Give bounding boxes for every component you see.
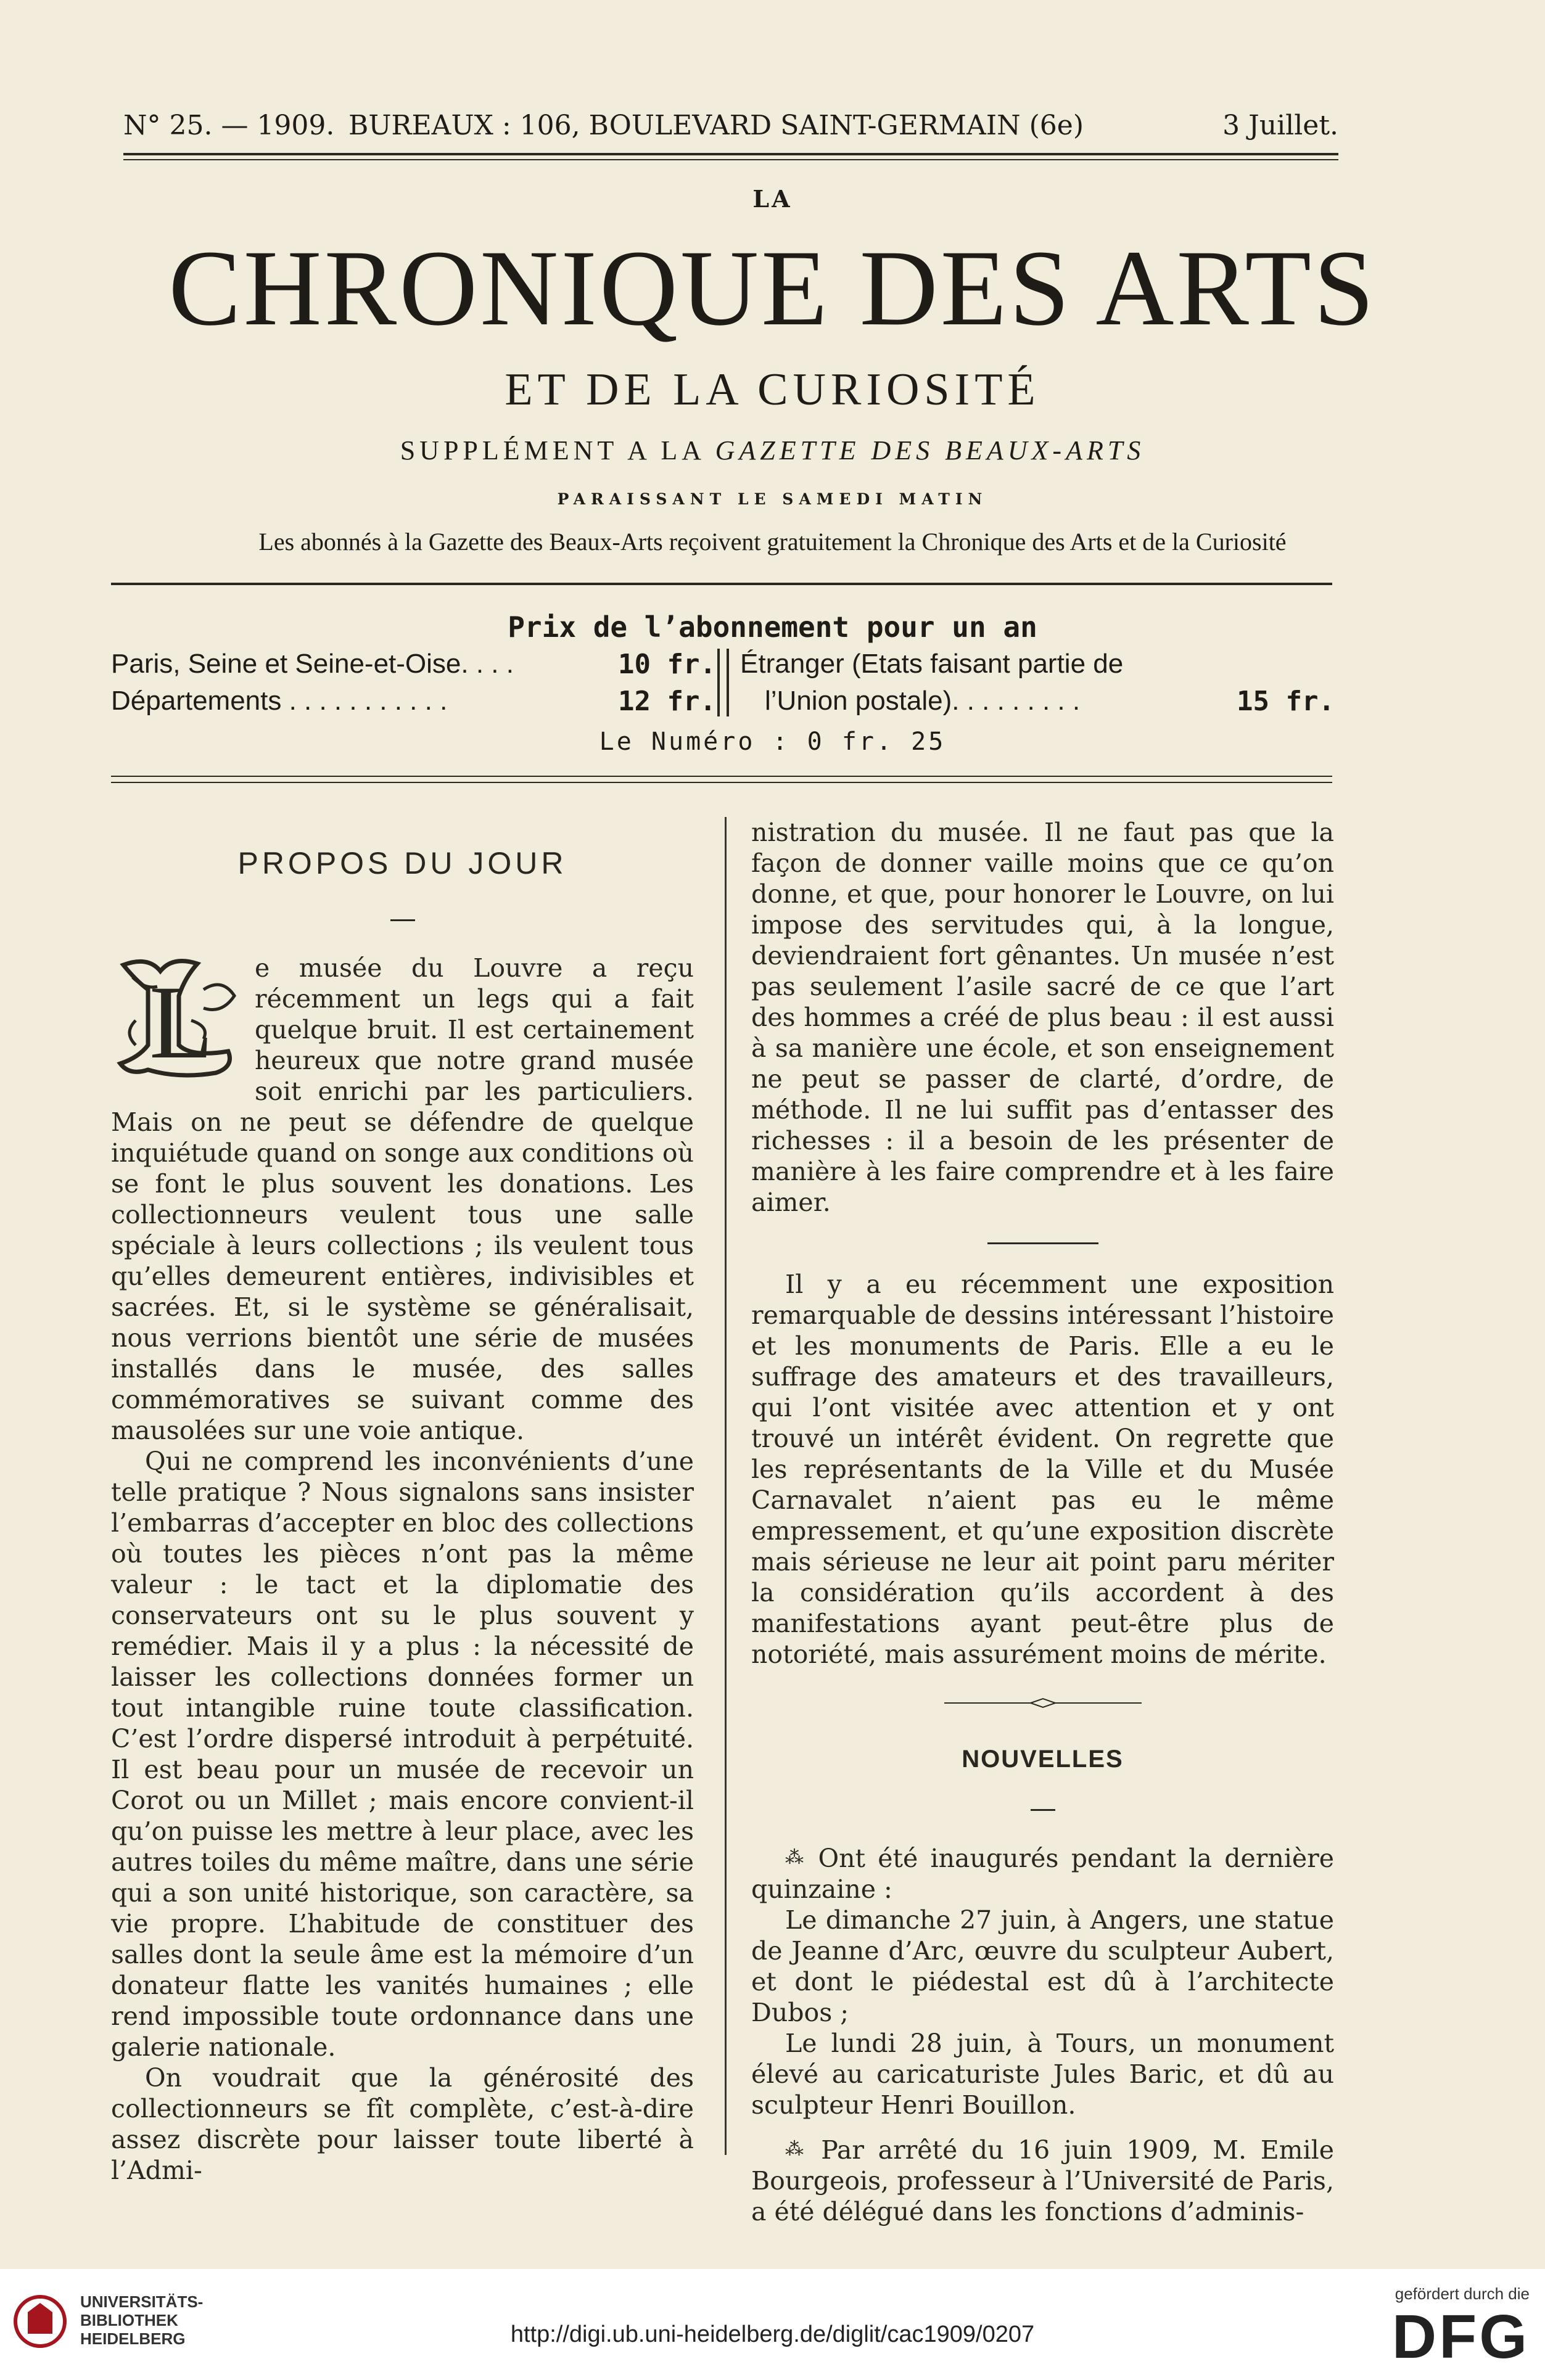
institution-name: UNIVERSITÄTS- BIBLIOTHEK HEIDELBERG [80, 2292, 204, 2348]
supplement-prefix: SUPPLÉMENT A LA [400, 435, 715, 466]
subscription-foreign-price: 15 fr. [1237, 686, 1335, 717]
left-column [111, 817, 694, 2186]
masthead-title: CHRONIQUE DES ARTS [168, 228, 1377, 348]
section-title-nouvelles: NOUVELLES [962, 1746, 1124, 1773]
fleuron-ornament-icon [751, 1688, 1334, 1719]
header-rule-thin [123, 159, 1338, 160]
propos-continuation: nistration du musée. Il ne faut pas que la façon de donner vaille moins que ce qu’on donne, et que, pour honorer le Louvre, on lui impose des servitudes qui, à la longue, deviendraient fort gênantes. Un musée n’est pas seulement l’asile sacré de ce que l’art des hommes a créé de plus beau : il est aussi à sa manière une école, et son enseignement ne peut se passer de clarté, d’ordre, de méthode. Il ne lui suffit pas d’entasser des richesses : il a besoin de les présenter de manière à les faire comprendre et à les faire aimer. [751, 818, 1334, 1217]
running-head [123, 110, 1338, 147]
subscription-rule-2 [111, 782, 1332, 783]
subscription-foreign-line1: Étranger (Etats faisant partie de [740, 649, 1124, 679]
asterism-icon: ⁂ [785, 2138, 807, 2160]
subscription-divider-left [717, 649, 720, 716]
office-address: BUREAUX : 106, BOULEVARD SAINT-GERMAIN (6e) [348, 110, 1084, 141]
masthead-subtitle: ET DE LA CURIOSITÉ [505, 364, 1040, 415]
section-title-propos: PROPOS DU JOUR [237, 846, 567, 880]
dfg-logo: DFG [1391, 2302, 1530, 2371]
subscription-paris-label: Paris, Seine et Seine-et-Oise. . . . [111, 649, 514, 679]
supplement-line [0, 435, 1545, 466]
right-column [751, 817, 1334, 2227]
propos-paragraph-2: Qui ne comprend les inconvénients d’une telle pratique ? Nous signalons sans insister l’embarras d’accepter en bloc des collections où toutes les pièces n’ont pas la même valeur : le tact et la diplomatie des conservateurs ont su le plus souvent y remédier. Mais il y a plus : la nécessité de laisser les collections données former un tout intangible ruine toute classification. C’est l’ordre dispersé introduit à perpétuité. Il est beau pour un musée de recevoir un Corot ou un Millet ; mais encore convient-il qu’on puisse les mettre à leur place, avec les autres toiles du même maître, dans une série qui a son unité historique, son caractère, sa vie propre. L’habitude de constituer des salles dont la seule âme est la mémoire d’un donateur flatte les vanités humaines ; elle rend impossible toute ordonnance dans une galerie nationale. [111, 1446, 694, 2062]
propos-paragraph-3: On voudrait que la générosité des collectionneurs se fît complète, c’est-à-dire assez discrète pour laisser toute liberté à l’Admi- [111, 2063, 694, 2185]
section-rule [987, 1242, 1098, 1244]
propos-paragraph-1: e musée du Louvre a reçu récemment un legs qui a fait quelque bruit. Il est certainement heureux que notre grand musée soit enrichi par les particuliers. Mais on ne peut se défendre de quelque inquiétude quand on songe aux conditions où se font le plus souvent les donations. Les collectionneurs veulent tous une salle spéciale à leurs collections ; ils veulent tous qu’elles demeurent entières, indivisibles et sacrées. Et, si le système se généralisait, nous verrions bientôt une série de musées installés dans le musée, des salles commémoratives se suivant comme des mausolées sur une voie antique. [111, 953, 694, 1445]
news-item-1: ⁂ Ont été inaugurés pendant la dernière quinzaine : [751, 1844, 1334, 1904]
subscription-departements-label: Départements . . . . . . . . . . . [111, 686, 448, 716]
issue-date: 3 Juillet. [1222, 110, 1338, 141]
subscription-divider-right [727, 649, 729, 716]
section-dash [111, 897, 694, 928]
digitization-footer [0, 2269, 1545, 2380]
exposition-paragraph: Il y a eu récemment une exposition remarquable de dessins intéressant l’histoire et les monuments de Paris. Elle a eu le suffrage des amateurs et des travailleurs, qui l’ont visitée avec attention et y ont trouvé un intérêt évident. On regrette que les représentants de la Ville et du Musée Carnavalet n’aient pas eu le même empressement, et qu’une exposition discrète mais sérieuse ne leur ait point paru mériter la considération qu’ils accordent à des manifestations ayant peut-être plus de notoriété, mais assurément moins de mérite. [751, 1270, 1334, 1669]
masthead-rule [111, 583, 1332, 585]
masthead-article: LA [752, 185, 793, 213]
funded-by-label: gefördert durch die [1395, 2284, 1530, 2303]
news-item-4: ⁂ Par arrêté du 16 juin 1909, M. Emile Bourgeois, professeur à l’Université de Paris, a été délégué dans les fonctions d’adminis- [751, 2135, 1334, 2226]
subscription-rule [111, 776, 1332, 777]
single-issue-price: Le Numéro : 0 fr. 25 [599, 728, 946, 756]
subscriber-note: Les abonnés à la Gazette des Beaux-Arts reçoivent gratuitement la Chronique des Arts et de la Curiosité [258, 528, 1287, 556]
digitization-url[interactable]: http://digi.ub.uni-heidelberg.de/diglit/cac1909/0207 [510, 2321, 1035, 2347]
ornamental-dropcap-l-icon [111, 953, 244, 1079]
news-item-3: Le lundi 28 juin, à Tours, un monument élevé au caricaturiste Jules Baric, et dû au sculpteur Henri Bouillon. [751, 2029, 1334, 2120]
subscription-title: Prix de l’abonnement pour un an [508, 610, 1037, 644]
subscription-paris-price: 10 fr. [618, 649, 716, 680]
news-item-2: Le dimanche 27 juin, à Angers, une statue de Jeanne d’Arc, œuvre du sculpteur Aubert, et dont le piédestal est dû à l’architecte Dubos ; [751, 1905, 1334, 2027]
column-divider [725, 817, 727, 2155]
subscription-departements-price: 12 fr. [618, 686, 716, 717]
supplement-gazette: GAZETTE DES BEAUX-ARTS [715, 435, 1145, 466]
header-rule [123, 153, 1338, 155]
subscription-foreign-line2: l’Union postale). . . . . . . . . [765, 686, 1081, 716]
publication-schedule: PARAISSANT LE SAMEDI MATIN [557, 490, 988, 508]
asterism-icon: ⁂ [785, 1847, 806, 1868]
issue-number: N° 25. — 1909. [123, 110, 335, 141]
svg-text:L: L [149, 964, 213, 1079]
nouvelles-dash [751, 1787, 1334, 1818]
